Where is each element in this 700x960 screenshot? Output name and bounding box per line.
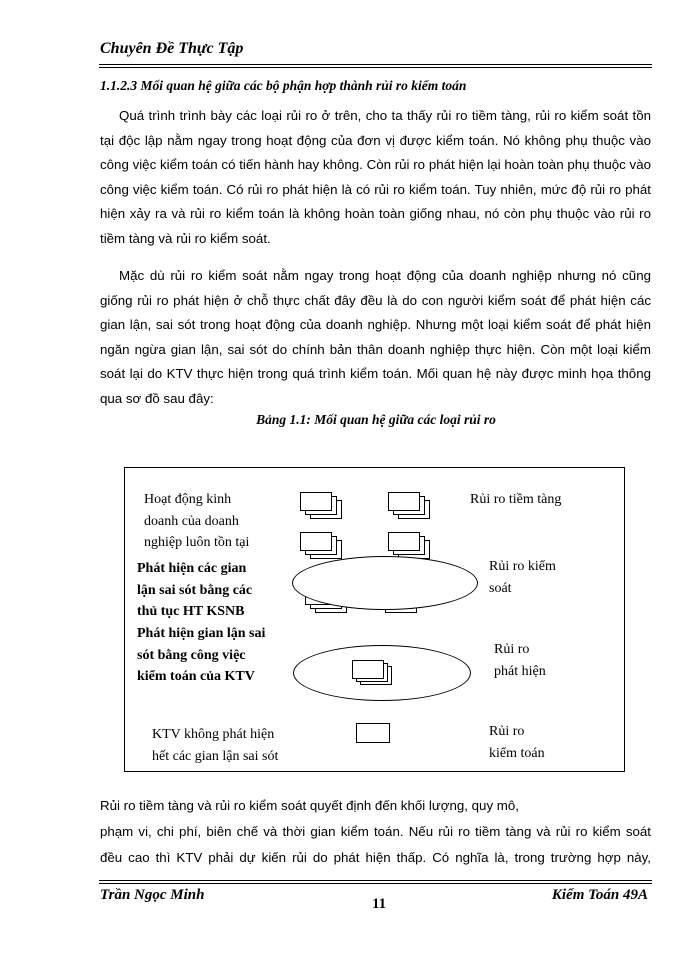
closing-line-1: Rủi ro tiềm tàng và rủi ro kiểm soát quyết định đến khối lượng, quy mô,	[100, 798, 519, 813]
footer-author: Trần Ngọc Minh	[100, 887, 205, 903]
label-auditor-detection: Phát hiện gian lận sai sót bằng công việc kiểm toán của KTV	[137, 626, 266, 684]
figure-caption: Bảng 1.1: Mối quan hệ giữa các loại rủi ro	[256, 412, 496, 427]
label-audit-risk: Rủi ro kiểm toán	[489, 724, 545, 761]
header-rule	[99, 64, 652, 65]
footer-rule	[99, 880, 652, 881]
paragraph-2: Mặc dù rủi ro kiểm soát nằm ngay trong hoạt động của doanh nghiệp nhưng nó cũng giống rủi ro phát hiện ở chỗ thực chất đây đều là do con người kiểm soát để phát hiện các gian lận, sai sót trong hoạt động của doanh nghiệp. Nhưng một loại kiểm soát để phát hiện ngăn ngừa gian lận, sai sót do chính bản thân doanh nghiệp thực hiện. Còn một loại kiểm soát lại do KTV thực hiện trong quá trình kiểm toán. Mối quan hệ này được minh họa thông qua sơ đồ sau đây:	[100, 268, 651, 406]
label-business-activity: Hoạt động kinh doanh của doanh nghiệp luôn tồn tại	[144, 492, 250, 550]
risk-relationship-diagram	[124, 467, 625, 772]
closing-line-3: đều cao thì KTV phải dự kiến rủi do phát hiện thấp. Có nghĩa là, trong trường hợp này,	[100, 850, 651, 865]
paragraph-1: Quá trình trình bày các loại rủi ro ở trên, cho ta thấy rủi ro tiềm tàng, rủi ro kiểm soát tồn tại độc lập nằm ngay trong hoạt động của đơn vị được kiểm toán. Nó không phụ thuộc vào công việc kiểm toán có tiến hành hay không. Còn rủi ro phát hiện lại hoàn toàn phụ thuộc vào công việc kiểm toán. Có rủi ro phát hiện là có rủi ro kiểm toán. Tuy nhiên, mức độ rủi ro phát hiện xảy ra và rủi ro kiểm toán là không hoàn toàn giống nhau, nó còn phụ thuộc vào rủi ro tiềm tàng và rủi ro kiểm soát.	[100, 108, 651, 246]
page-header-title: Chuyên Đề Thực Tập	[100, 40, 244, 57]
label-auditor-miss: KTV không phát hiện hết các gian lận sai sót	[152, 727, 279, 764]
footer-class: Kiểm Toán 49A	[551, 887, 648, 903]
internal-control-ellipse	[292, 556, 478, 610]
undetected-error-box	[356, 723, 390, 743]
label-detection-risk: Rủi ro phát hiện	[494, 642, 546, 679]
footer-rule-thin	[99, 883, 652, 884]
page-number: 11	[372, 896, 387, 912]
section-heading: 1.1.2.3 Mối quan hệ giữa các bộ phận hợp thành rủi ro kiểm toán	[100, 78, 467, 93]
label-inherent-risk: Rủi ro tiềm tàng	[470, 492, 562, 507]
closing-line-2: phạm vi, chi phí, biên chế và thời gian kiểm toán. Nếu rủi ro tiềm tàng và rủi ro kiểm soát	[100, 824, 651, 839]
header-rule-thin	[99, 67, 652, 68]
label-internal-control-detection: Phát hiện các gian lận sai sót bằng các thủ tục HT KSNB	[137, 561, 253, 619]
label-control-risk: Rủi ro kiểm soát	[489, 559, 556, 596]
